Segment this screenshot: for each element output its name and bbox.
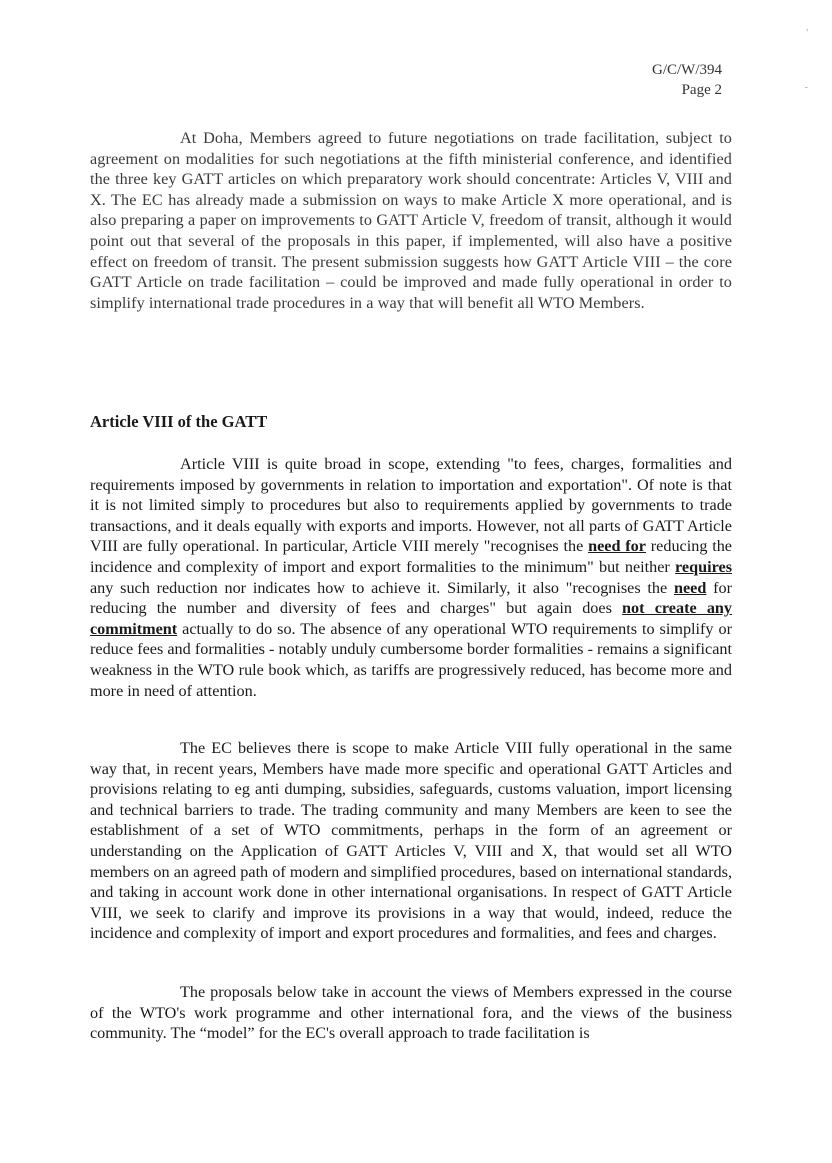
scan-mark: ' [806,28,808,39]
paragraph-text: any such reduction nor indicates how to achieve it. Similarly, it also "recognises the [90,578,674,597]
paragraph-text: reducing the incidence and complexity of import and export formalities to the minimum" but neither [90,537,732,576]
intro-paragraph: At Doha, Members agreed to future negotiations on trade facilitation, subject to agreement on modalities for such negotiations at the fifth ministerial conference, and identified the three key GATT articles on which preparatory work should concentrate: Articles V, VIII and X. The EC has already made a submission on ways to make Article X more operational, and is also preparing a paper on improvements to GATT Article V, freedom of transit, although it would point out that several of the proposals in this paper, if implemented, will also have a positive effect on freedom of transit. The present submission suggests how GATT Article VIII – the core GATT Article on trade facilitation – could be improved and made fully operational in order to simplify international trade procedures in a way that will benefit all WTO Members. [90,129,732,312]
paragraph-text: actually to do so. The absence of any operational WTO requirements to simplify or reduce fees and formalities - notably unduly cumbersome border formalities - remains a significant weakness in the WTO rule book which, as tariffs are progressively reduced, has become more and more in need of attention. [90,619,732,700]
paragraph-text: for reducing the number and diversity of fees and charges" but again does [90,578,733,618]
ec-position-paragraph: The EC believes there is scope to make Article VIII fully operational in the same way that, in recent years, Members have made more specific and operational GATT Articles and provisions relating to eg anti dumping, subsidies, safeguards, customs valuation, import licensing and technical barriers to trade. The trading community and many Members are keen to see the establishment of a set of WTO commitments, perhaps in the form of an agreement or understanding on the Application of GATT Articles V, VIII and X, that would set all WTO members on an agreed path of modern and simplified procedures, based on international standards, and taking in account work done in other international organisations. In respect of GATT Article VIII, we seek to clarify and improve its provisions in a way that would, indeed, reduce the incidence and complexity of import and export procedures and formalities, and fees and charges. [90,739,732,943]
scan-mark: - [804,82,808,93]
article-viii-paragraph [90,454,732,701]
page-header [652,60,722,100]
document-symbol: G/C/W/394 [652,62,722,78]
section-heading: Article VIII of the GATT [90,412,268,431]
emphasis-no-commitment: not create any commitment [90,599,733,638]
emphasis-need: need [673,578,707,597]
emphasis-requires: requires [675,557,732,576]
page-number: Page 2 [681,82,722,98]
paragraph-text: Article VIII is quite broad in scope, extending "to fees, charges, formalities and requirements imposed by governments in relation to importation and exportation". Of note is that it is not limited simply to procedures but also to requirements applied by governments to trade transactions, and it deals equally with exports and imports. However, not all parts of GATT Article VIII are fully operational. In particular, Article VIII merely "recognises the [90,455,732,556]
emphasis-need-for: need for [588,537,646,556]
proposals-paragraph: The proposals below take in account the views of Members expressed in the course of the WTO's work programme and other international fora, and the views of the business community. The “model” for the EC's overall approach to trade facilitation is [90,983,732,1043]
